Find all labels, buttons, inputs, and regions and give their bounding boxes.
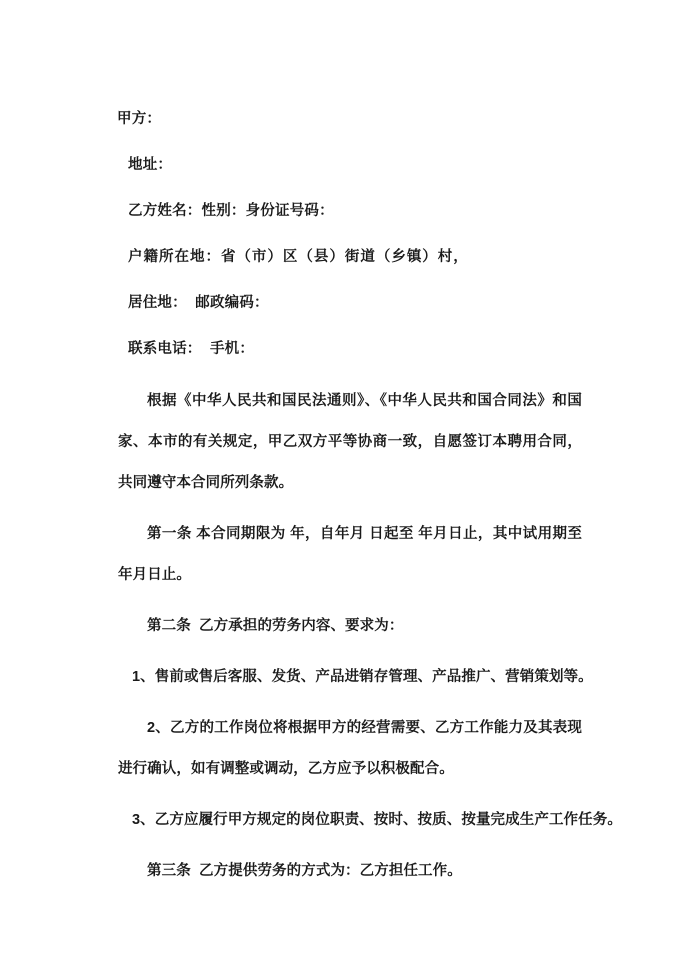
article-2-item-1: 1、售前或售后客服、发货、产品进销存管理、产品推广、营销策划等。 xyxy=(132,669,593,685)
article-2-item-3: 3、乙方应履行甲方规定的岗位职责、按时、按质、按量完成生产工作任务。 xyxy=(132,812,622,828)
block-spacer xyxy=(118,372,582,381)
article-2-paragraph: 第二条 乙方承担的劳务内容、要求为： xyxy=(147,618,404,634)
paragraph-spacer xyxy=(118,698,582,702)
paragraph-spacer xyxy=(118,841,582,845)
article-3-paragraph: 第三条 乙方提供劳务的方式为：乙方担任工作。 xyxy=(147,863,462,879)
article-1-paragraph: 第一条 本合同期限为 年，自年月 日起至 年月日止，其中试用期至 年月日止。 xyxy=(118,526,582,583)
paragraph-spacer xyxy=(118,596,582,600)
household-registration-line: 户籍所在地：省（市）区（县）街道（乡镇）村， xyxy=(128,249,468,265)
paragraph-spacer xyxy=(118,790,582,794)
party-a-label: 甲方： xyxy=(117,111,162,127)
paragraph-spacer xyxy=(118,647,582,651)
preamble-paragraph: 根据《中华人民共和国民法通则》、《中华人民共和国合同法》和国家、本市的有关规定，甲乙双方平等协商一致，自愿签订本聘用合同，共同遵守本合同所列条款。 xyxy=(118,393,582,491)
address-label: 地址： xyxy=(128,157,173,173)
party-info-block xyxy=(118,96,582,372)
paragraph-spacer xyxy=(118,504,582,508)
document-content xyxy=(117,96,622,892)
article-2-item-2: 2、乙方的工作岗位将根据甲方的经营需要、乙方工作能力及其表现进行确认，如有调整或调动，乙方应予以积极配合。 xyxy=(118,720,582,777)
party-b-identity-line: 乙方姓名：性别：身份证号码： xyxy=(128,203,334,219)
contact-phone-line: 联系电话： 手机： xyxy=(128,341,255,357)
residence-postcode-line: 居住地： 邮政编码： xyxy=(128,295,269,311)
